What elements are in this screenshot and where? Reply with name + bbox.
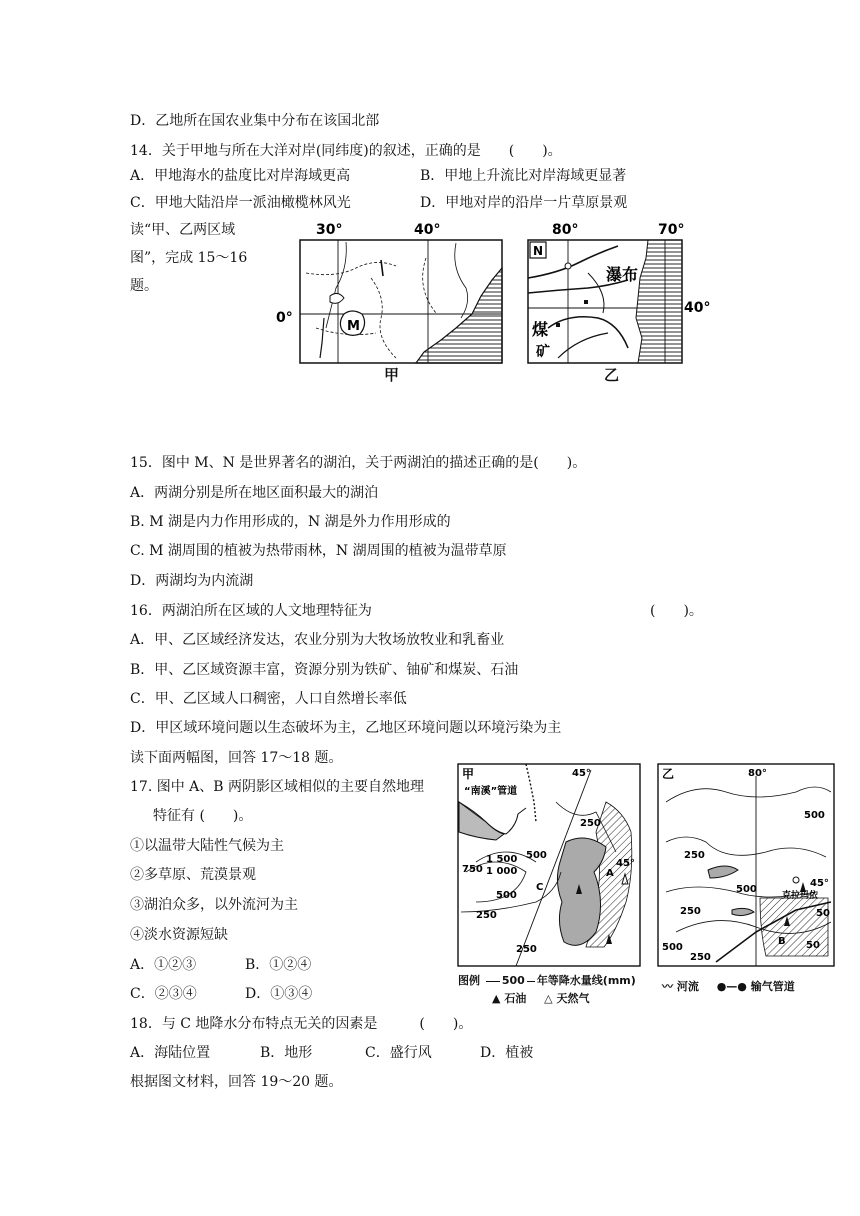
question-15: 15．图中 M、N 是世界著名的湖泊，关于两湖泊的描述正确的是( )。 bbox=[130, 455, 587, 471]
read-instruction-1: 读“甲、乙两区域 bbox=[130, 222, 236, 238]
map-yi-caption: 乙 bbox=[604, 366, 620, 384]
legend-oil: 石油 bbox=[504, 992, 527, 1005]
legend-title: 图例 bbox=[458, 974, 480, 987]
statement-3: ③湖泊众多，以外流河为主 bbox=[130, 897, 298, 913]
lon-30-label: 30° bbox=[316, 222, 343, 238]
label-c: C bbox=[536, 882, 544, 893]
read-instruction-19: 根据图文材料，回答 19～20 题。 bbox=[130, 1074, 343, 1090]
map-jia-precipitation bbox=[456, 762, 642, 968]
legend-river: 河流 bbox=[676, 980, 699, 993]
ocean-hatch bbox=[416, 268, 502, 363]
option-c-q15: C. M 湖周围的植被为热带雨林，N 湖周围的植被为温带草原 bbox=[130, 543, 507, 559]
coal-label-2: 矿 bbox=[536, 344, 550, 360]
iso-500-d: 500 bbox=[736, 884, 757, 895]
coal-label-1: 煤 bbox=[532, 320, 549, 339]
iso-250-c: 250 bbox=[516, 944, 537, 955]
iso-1000: 1 000 bbox=[486, 866, 518, 877]
option-c-q17: C．②③④ bbox=[130, 986, 197, 1002]
option-b-q17: B．①②④ bbox=[245, 957, 312, 973]
option-c-q16: C．甲、乙区域人口稠密，人口自然增长率低 bbox=[130, 691, 407, 707]
legend-pipe: 输气管道 bbox=[750, 980, 795, 993]
iso-500-b: 500 bbox=[496, 890, 517, 901]
read-instruction-17: 读下面两幅图，回答 17～18 题。 bbox=[130, 750, 343, 766]
iso-50-b: 50 bbox=[806, 940, 820, 951]
read-instruction-2: 图”，完成 15～16 bbox=[130, 250, 248, 266]
option-a-q16: A．甲、乙区域经济发达，农业分别为大牧场放牧业和乳畜业 bbox=[130, 632, 505, 648]
lat-45-label: 45° bbox=[572, 768, 591, 779]
option-d-q16: D．甲区域环境问题以生态破坏为主，乙地区环境问题以环境污染为主 bbox=[130, 720, 562, 736]
iso-1500: 1 500 bbox=[486, 854, 518, 865]
option-a-q17: A．①②③ bbox=[130, 957, 197, 973]
river-icon: 〰 bbox=[662, 980, 673, 993]
option-c-q18: C．盛行风 bbox=[365, 1045, 432, 1061]
option-d-q18: D．植被 bbox=[480, 1045, 534, 1061]
oil-icon: ▲ bbox=[492, 992, 501, 1005]
label-a: A bbox=[606, 868, 614, 879]
pipeline-icon: ●—● bbox=[716, 980, 747, 993]
waterfall-label: 瀑布 bbox=[606, 265, 639, 284]
legend-iso-desc: 年等降水量线(mm) bbox=[536, 974, 636, 987]
statement-4: ④淡水资源短缺 bbox=[130, 927, 228, 943]
legend-yi bbox=[662, 978, 795, 994]
iso-500-a: 500 bbox=[526, 850, 547, 861]
option-b-q15: B. M 湖是内力作用形成的，N 湖是外力作用形成的 bbox=[130, 514, 451, 530]
region-hatch bbox=[636, 240, 682, 363]
option-a-q15: A．两湖分别是所在地区面积最大的湖泊 bbox=[130, 485, 379, 501]
question-16: 16．两湖泊所在区域的人文地理特征为 bbox=[130, 603, 372, 619]
gas-icon: △ bbox=[544, 992, 553, 1005]
option-a-q18: A．海陆位置 bbox=[130, 1045, 211, 1061]
city-karamay: 克拉玛依 bbox=[782, 891, 819, 901]
iso-250-f: 250 bbox=[690, 952, 711, 963]
question-18: 18．与 C 地降水分布特点无关的因素是 ( )。 bbox=[130, 1016, 473, 1032]
iso-500-e: 500 bbox=[662, 942, 683, 953]
statement-1: ①以温带大陆性气候为主 bbox=[130, 838, 284, 854]
iso-500-c: 500 bbox=[804, 810, 825, 821]
lon-40-label: 40° bbox=[414, 222, 441, 238]
tag-yi: 乙 bbox=[662, 767, 675, 781]
iso-250-a: 250 bbox=[580, 818, 601, 829]
statement-2: ②多草原、荒漠景观 bbox=[130, 867, 256, 883]
isoline-symbol-2 bbox=[527, 981, 535, 982]
lat-40-label: 40° bbox=[684, 300, 711, 316]
legend-gas: 天然气 bbox=[556, 992, 590, 1005]
option-b-q14: B．甲地上升流比对岸海域更显著 bbox=[420, 168, 627, 184]
question-17-cont: 特征有 ( )。 bbox=[153, 808, 253, 824]
lat-45-label-2: 45° bbox=[616, 858, 635, 869]
iso-750: 750 bbox=[462, 864, 483, 875]
option-d-q15: D．两湖均为内流湖 bbox=[130, 573, 254, 589]
map-jia-east-africa bbox=[276, 218, 506, 388]
option-b-q16: B．甲、乙区域资源丰富，资源分别为铁矿、铀矿和煤炭、石油 bbox=[130, 662, 519, 678]
option-b-q18: B．地形 bbox=[260, 1045, 313, 1061]
question-17: 17. 图中 A、B 两阴影区域相似的主要自然地理 bbox=[130, 779, 425, 795]
option-d-q14: D．甲地对岸的沿岸一片草原景观 bbox=[420, 195, 628, 211]
map-yi-precipitation bbox=[656, 762, 836, 968]
tag-jia: 甲 bbox=[462, 767, 475, 781]
question-16-paren: ( )。 bbox=[650, 603, 703, 619]
isoline-symbol bbox=[486, 981, 500, 982]
map-yi-central-asia bbox=[518, 218, 718, 388]
option-a-q14: A．甲地海水的盐度比对岸海域更高 bbox=[130, 168, 351, 184]
option-d-q13: D．乙地所在国农业集中分布在该国北部 bbox=[130, 113, 380, 129]
iso-250-d: 250 bbox=[684, 850, 705, 861]
lake-m-label: M bbox=[347, 319, 360, 334]
option-d-q17: D．①③④ bbox=[245, 986, 313, 1002]
lat-0-label: 0° bbox=[276, 310, 293, 326]
iso-250-e: 250 bbox=[680, 906, 701, 917]
label-b: B bbox=[778, 936, 786, 947]
legend-jia-row2 bbox=[492, 990, 589, 1006]
read-instruction-3: 题。 bbox=[130, 278, 158, 294]
iso-50-a: 50 bbox=[816, 908, 830, 919]
lon-80-label-2: 80° bbox=[748, 768, 767, 779]
legend-jia bbox=[458, 972, 636, 988]
lake-n-label: N bbox=[533, 244, 544, 258]
option-c-q14: C．甲地大陆沿岸一派油橄榄林风光 bbox=[130, 195, 351, 211]
lon-70-label: 70° bbox=[658, 222, 685, 238]
legend-iso-value: 500 bbox=[501, 974, 525, 987]
pipeline-label: “南溪”管道 bbox=[464, 786, 518, 797]
question-14: 14．关于甲地与所在大洋对岸(同纬度)的叙述，正确的是 ( )。 bbox=[130, 143, 562, 159]
iso-250-b: 250 bbox=[476, 910, 497, 921]
lon-80-label: 80° bbox=[552, 222, 579, 238]
lat-45-label-3: 45° bbox=[810, 878, 829, 889]
map-jia-caption: 甲 bbox=[384, 366, 400, 384]
